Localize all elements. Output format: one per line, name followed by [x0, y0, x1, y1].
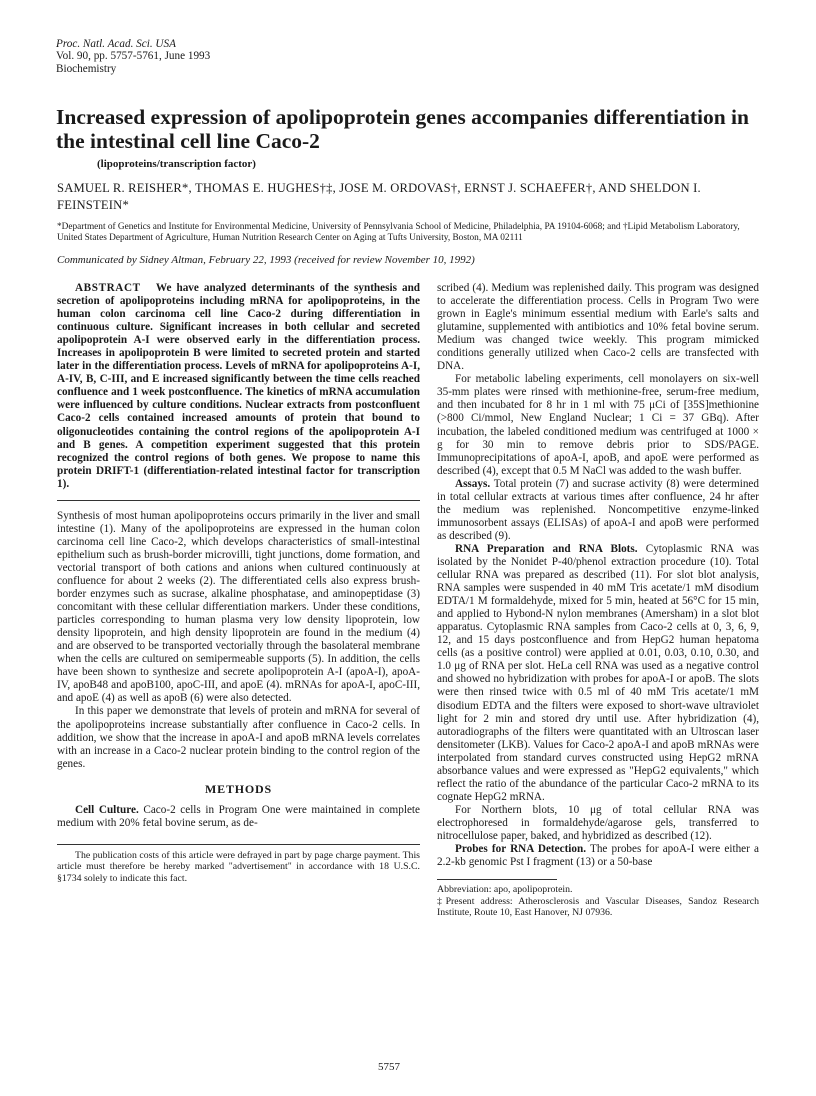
probes-text: The probes for apoA-I were either a 2.2-kb genomic Pst I fragment (13) or a 50-base — [437, 843, 759, 869]
article-title: Increased expression of apolipoprotein genes accompanies differentiation in the intestinal cell line Caco-2 — [56, 105, 749, 153]
left-column — [57, 282, 420, 885]
assays-text: Total protein (7) and sucrase activity (8) were determined in total cellular extracts at various times after confluence, 24 hr after the medium was replenished. Noncompetitive enzyme-linked immunosorbent assays (ELISAs) of apoA-I and apoB were performed as described (9). — [437, 477, 759, 542]
probes-paragraph — [437, 843, 759, 869]
journal-name: Proc. Natl. Acad. Sci. USA — [56, 38, 176, 50]
cell-culture-heading: Cell Culture. — [75, 803, 139, 816]
keywords: (lipoproteins/transcription factor) — [97, 158, 256, 170]
affiliations: *Department of Genetics and Institute for Environmental Medicine, University of Pennsylvania School of Medicine, Philadelphia, PA 19104-6068; and †Lipid Metabolism Laboratory, United States Department of Agriculture, Human Nutrition Research Center on Aging at Tufts University, Boston, MA 02111 — [57, 222, 740, 244]
abbreviation-note: Abbreviation: apo, apolipoprotein. — [437, 884, 573, 896]
volume-line: Vol. 90, pp. 5757-5761, June 1993 — [56, 50, 211, 63]
methods-heading: METHODS — [205, 781, 272, 796]
abstract-label: ABSTRACT — [75, 282, 141, 294]
section-label: Biochemistry — [56, 62, 117, 75]
intro-paragraph-2: In this paper we demonstrate that levels of protein and mRNA for several of the apolipoproteins increase substantially after confluence in Caco-2 cells. In addition, we show that the increase in apoA-I and apoB mRNA levels correlates with an increase in a Caco-2 nuclear protein binding to the control region of the genes. — [57, 705, 420, 770]
author-list: SAMUEL R. REISHER*, THOMAS E. HUGHES†‡, JOSE M. ORDOVAS†, ERNST J. SCHAEFER†, AND SHELDON I. FEINSTEIN* — [57, 181, 701, 212]
cell-culture-paragraph — [57, 804, 420, 830]
cell-culture-continued: scribed (4). Medium was replenished daily. This program was designed to accelerate the differentiation process. Cells in Program Two were grown in Eagle's minimum essential medium with Earle's salts and glutamine, supplemented with antibiotics and 10% fetal bovine serum. Medium was changed twice weekly. This program mimicked conditions generally utilized when Caco-2 cells are transfected with DNA. — [437, 282, 759, 373]
right-column — [437, 282, 759, 919]
rna-heading: RNA Preparation and RNA Blots. — [455, 542, 638, 555]
page-number: 5757 — [378, 1061, 400, 1073]
assays-heading: Assays. — [455, 477, 491, 490]
present-address-note: ‡Present address: Atherosclerosis and Vascular Diseases, Sandoz Research Institute, Route 10, East Hanover, NJ 07936. — [437, 895, 759, 919]
communicated-by: Communicated by Sidney Altman, February 22, 1993 (received for review November 10, 1992) — [57, 254, 475, 266]
abstract — [57, 282, 420, 491]
probes-heading: Probes for RNA Detection. — [455, 843, 587, 856]
cell-culture-text: Caco-2 cells in Program One were maintained in complete medium with 20% fetal bovine serum, as de- — [57, 803, 420, 829]
rna-text: Cytoplasmic RNA was isolated by the Nonidet P-40/phenol extraction procedure (10). Total cellular RNA was prepared as described (11). For slot blot analysis, RNA samples were suspended in 40 mM Tris acetate/1 mM disodium EDTA/1 M formaldehyde, mixed for 5 min, heated at 56°C for 15 min, and applied to Hybond-N nylon membranes (Amersham) in a slot blot apparatus. Cytoplasmic RNA samples from Caco-2 cells at 0, 3, 6, 9, 12, and 15 days postconfluence and from HepG2 human hepatoma cells (as a positive control) were applied at 0.01, 0.03, 0.10, 0.30, and 1.0 μg of RNA per slot. HeLa cell RNA was used as a negative control and showed no hybridization with probes for apoA-I or apoB. The slots were then rinsed twice with 0.5 ml of 40 mM Tris acetate/1 mM disodium EDTA and the filters were exposed to short-wave ultraviolet light for 2 min and stored dry until use. After hybridization (4), autoradiographs of the filters were quantitated with an Ultroscan laser densitometer (LKB). Values for Caco-2 apoA-I and apoB mRNAs were interpolated from standard curves constructed using HepG2 mRNA absorbance values and were expressed as "HepG2 equivalents," which reflect the ratio of the abundance of the particular Caco-2 mRNA to its cognate HepG2 mRNA. — [437, 542, 760, 803]
publication-cost-note: The publication costs of this article were defrayed in part by page charge payment. This article must therefore be hereby marked "advertisement" in accordance with 18 U.S.C. §1734 solely to indicate this fact. — [57, 849, 420, 885]
northern-paragraph: For Northern blots, 10 μg of total cellular RNA was electrophoresed in formaldehyde/agarose gels, transferred to nitrocellulose paper, baked, and hybridized as described (12). — [437, 803, 759, 842]
rna-paragraph — [437, 543, 759, 804]
intro-paragraph-1: Synthesis of most human apolipoproteins occurs primarily in the liver and small intestine (1). Many of the apolipoproteins are expressed in the human colon carcinoma cell line Caco-2, which develops characteristics of small-intestinal epithelium such as brush-border microvilli, tight junctions, dome formation, and vectorial transport of both cations and anions when cultured continuously at confluence for about 2 weeks (2). The differentiated cells also express brush-border enzymes such as sucrase, alkaline phosphatase, and aminopeptidase (3) concomitant with these cellular differentiation markers. Under these conditions, particles corresponding to human plasma very low density lipoprotein, low density lipoprotein, and high density lipoprotein are found in the medium (4) and are observed to be transported vectorially through the basolateral membrane when the cells are cultured on semipermeable supports (5). In addition, the cells have been shown to synthesize and secrete apolipoprotein A-I (apoA-I), apoA-IV, apoB48 and apoB100, apoC-III, and apoE (4). mRNAs for apoA-I, apoC-III, and apoE (4) as well as apoB (6) were also detected. — [57, 509, 420, 705]
metabolic-labeling-paragraph: For metabolic labeling experiments, cell monolayers on six-well 35-mm plates were rinsed with methionine-free, serum-free medium, and then incubated for 8 hr in 1 ml with 75 μCi of [35S]methionine (>800 Ci/mmol, New England Nuclear; 1 Ci = 37 GBq). After incubation, the labeled conditioned medium was centrifuged at 1000 × g for 30 min to remove debris prior to SDS/PAGE. Immunoprecipitations of apoA-I, apoB, and apoE were performed as described (4), except that 0.5 M NaCl was added to the wash buffer. — [437, 373, 759, 477]
journal-header — [56, 38, 210, 75]
assays-paragraph — [437, 478, 759, 543]
abstract-text: We have analyzed determinants of the synthesis and secretion of apolipoproteins including mRNA for apolipoproteins, in the human colon carcinoma cell line Caco-2 during differentiation in continuous culture. Significant increases in both cellular and secreted apolipoprotein A-I were observed early in the differentiation process. Increases in apolipoprotein B were limited to secreted protein and started later in the differentiation process. Levels of mRNA for apolipoproteins A-I, A-IV, B, C-III, and E increased significantly between the time cells reached confluence and 1 week postconfluence. The kinetics of mRNA accumulation were influenced by culture conditions. Nuclear extracts from postconfluent Caco-2 cells contained increased amounts of protein that bound to oligonucleotides containing the control regions of the apolipoprotein A-I and B genes. A competition experiment suggested that this protein recognized the control regions of both genes. We propose to name this protein DRIFT-1 (differentiation-related intestinal factor for transcription 1). — [57, 282, 421, 490]
